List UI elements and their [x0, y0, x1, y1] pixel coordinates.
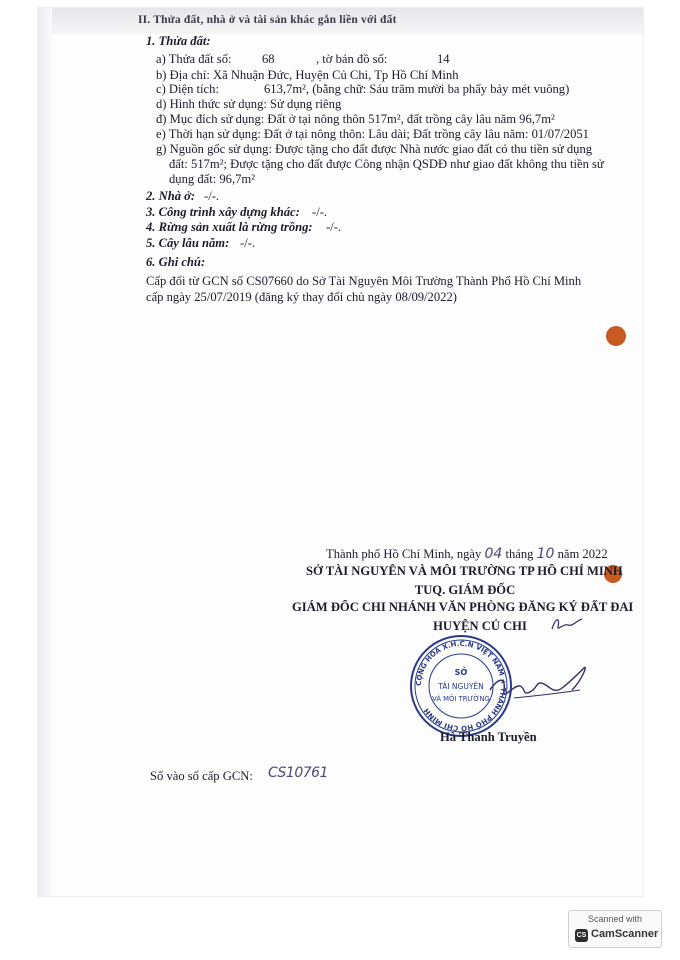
- item6-heading: 6. Ghi chú:: [146, 255, 206, 269]
- usage-purpose-line: đ) Mục đích sử dụng: Đất ở tại nông thôn 517m², đất trồng cây lâu năm 96,7m²: [156, 112, 555, 126]
- seal-inner-3: VÀ MÔI TRƯỜNG: [432, 695, 490, 703]
- map-sheet-label: , tờ bản đồ số:: [316, 52, 388, 66]
- section-header: II. Thửa đất, nhà ở và tài sản khác gắn liền với đất: [138, 14, 397, 26]
- area-value: 613,7m², (bằng chữ: Sáu trăm mười ba phẩy bảy mét vuông): [264, 82, 570, 96]
- usage-form-line: d) Hình thức sử dụng: Sử dụng riêng: [156, 97, 342, 111]
- parcel-number-value: 68: [262, 52, 275, 66]
- registry-value: CS10761: [268, 765, 328, 781]
- item4-value: -/-.: [326, 220, 342, 234]
- handwritten-signature: [484, 650, 594, 720]
- seal-ring-text: CỘNG HÒA X.H.C.N VIỆT NAM ★ THÀNH PHỐ HỒ CHÍ MINH: [414, 639, 508, 733]
- watermark-line-2: CamScanner: [591, 928, 659, 940]
- item5-value: -/-.: [240, 236, 256, 250]
- signer-title-1: GIÁM ĐỐC CHI NHÁNH VĂN PHÒNG ĐĂNG KÝ ĐẤT ĐAI: [292, 600, 634, 614]
- ink-spot: [606, 326, 626, 346]
- item2-heading: 2. Nhà ở:: [146, 189, 196, 203]
- origin-line-1: g) Nguồn gốc sử dụng: Được tặng cho đất được Nhà nước giao đất có thu tiền sử dụng: [156, 142, 593, 156]
- origin-line-2: đất: 517m²; Được tặng cho đất được Công nhận QSDĐ như giao đất không thu tiền sử: [169, 157, 604, 171]
- org-line-clip: [306, 564, 646, 579]
- signer-title-2: HUYỆN CỦ CHI: [433, 619, 527, 633]
- signer-name: Hà Thanh Truyền: [440, 730, 537, 744]
- date-prefix: Thành phố Hồ Chí Minh, ngày: [326, 547, 482, 561]
- item2-value: -/-.: [204, 189, 220, 203]
- item1-heading: 1. Thửa đất:: [146, 34, 211, 48]
- origin-line-3: dụng đất: 96,7m²: [169, 172, 255, 186]
- note-line-2: cấp ngày 25/07/2019 (đăng ký thay đổi chủ ngày 08/09/2022): [146, 290, 457, 304]
- map-sheet-value: 14: [437, 52, 450, 66]
- watermark-line-1: Scanned with: [587, 914, 643, 924]
- scan-shadow-left: [38, 8, 52, 896]
- item3-heading: 3. Công trình xây dựng khác:: [146, 205, 300, 219]
- parcel-number-label: a) Thửa đất số:: [156, 52, 232, 66]
- date-month: 10: [536, 546, 555, 562]
- date-day: 04: [484, 546, 503, 562]
- date-month-label: tháng: [505, 547, 534, 561]
- date-line: [326, 547, 608, 562]
- note-line-1: Cấp đổi từ GCN số CS07660 do Sở Tài Nguyên Môi Trường Thành Phố Hồ Chí Minh: [146, 274, 582, 288]
- item5-heading: 5. Cây lâu năm:: [146, 236, 230, 250]
- tuq-line: TUQ. GIÁM ĐỐC: [414, 583, 516, 597]
- seal-inner-2: TÀI NGUYÊN: [438, 682, 484, 691]
- seal-inner-1: SỞ: [454, 668, 468, 677]
- area-label: c) Diện tích:: [156, 82, 219, 96]
- registry-label: Số vào sổ cấp GCN:: [150, 769, 253, 783]
- date-year: năm 2022: [557, 547, 608, 561]
- item3-value: -/-.: [312, 205, 328, 219]
- issuing-org: SỞ TÀI NGUYÊN VÀ MÔI TRƯỜNG TP HỒ CHÍ MINH: [306, 564, 623, 578]
- item4-heading: 4. Rừng sản xuất là rừng trồng:: [146, 220, 313, 234]
- usage-term-line: e) Thời hạn sử dụng: Đất ở tại nông thôn: Lâu dài; Đất trồng cây lâu năm: 01/07/2051: [156, 127, 589, 141]
- initials-mark: [548, 613, 588, 635]
- title-line-clip: [292, 600, 646, 615]
- camscanner-watermark: [568, 910, 662, 948]
- address-line: b) Địa chỉ: Xã Nhuận Đức, Huyện Củ Chi, Tp Hồ Chí Minh: [156, 68, 459, 82]
- camscanner-logo-icon: CS: [575, 929, 588, 942]
